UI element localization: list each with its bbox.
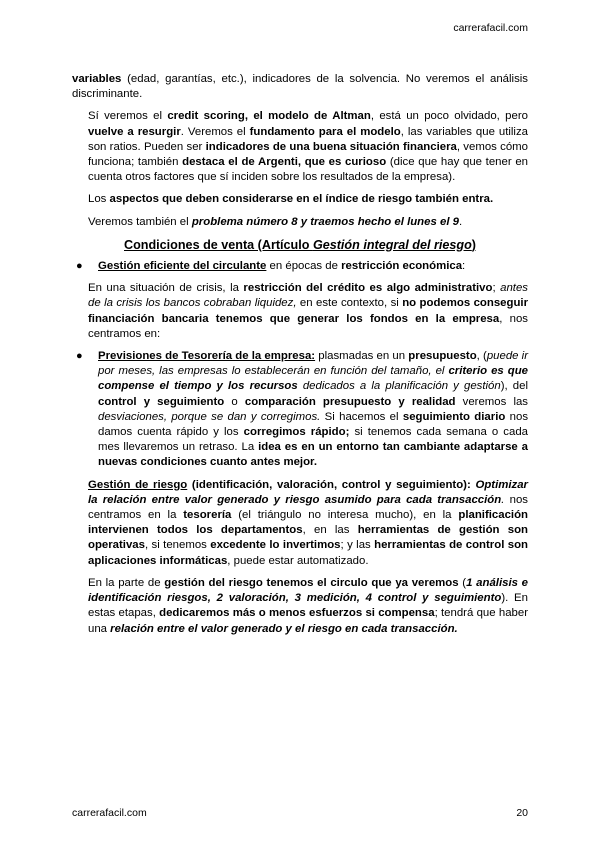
paragraph-problem: Veremos también el problema número 8 y traemos hecho el lunes el 9. <box>88 215 463 228</box>
bullet-item-tesoreria <box>72 349 528 471</box>
bullet-icon: ● <box>76 260 83 273</box>
page-number: 20 <box>516 807 528 819</box>
paragraph-credit-scoring: Sí veremos el credit scoring, el modelo de Altman, está un poco olvidado, pero vuelve a resurgir. Veremos el fundamento para el modelo, las variables que utiliza son ratios. Pueden ser indicadores de una buena situación financiera, vemos cómo funciona; también destaca el de Argenti, que es curioso (dice que hay que tener en cuenta otros factores que sí inciden sobre los resultados de la empresa). <box>88 110 528 184</box>
paragraph-risk-index: Los aspectos que deben considerarse en el índice de riesgo también entra. <box>88 193 494 206</box>
bullet-text: Previsiones de Tesorería de la empresa: plasmadas en un presupuesto, (puede ir por meses, las empresas lo establecerán en función del tamaño, el criterio es que compense el tiempo y los recursos dedicados a la planificación y gestión), del control y seguimiento o comparación presupuesto y realidad veremos las desviaciones, porque se dan y corregimos. Si hacemos el seguimiento diario nos damos cuenta rápido y los corregimos rápido; si tenemos cada semana o cada mes llevaremos un retraso. La idea es en un entorno tan cambiante adaptarse a nuevas condiciones cuanto antes mejor. <box>98 350 529 469</box>
paragraph-gestion-riesgo: Gestión de riesgo (identificación, valoración, control y seguimiento): Optimizar la relación entre valor generado y riesgo asumido para cada transacción. nos centramos en la tesorería (el triángulo no interesa mucho), en la planificación intervienen todos los departamentos, en las herramientas de gestión son operativas, si tenemos excedente lo invertimos; y las herramientas de control son aplicaciones informáticas, puede estar automatizado. <box>88 478 529 567</box>
footer <box>72 806 528 821</box>
bullet-item-circulante <box>72 259 528 274</box>
section-heading: Condiciones de venta (Artículo Gestión integral del riesgo) <box>124 237 476 252</box>
footer-site: carrerafacil.com <box>72 807 147 819</box>
document-body <box>72 72 528 644</box>
paragraph-circulo-riesgo: En la parte de gestión del riesgo tenemos el circulo que ya veremos (1 análisis e identificación riesgos, 2 valoración, 3 medición, 4 control y seguimiento). En estas etapas, dedicaremos más o menos esfuerzos si compensa; tendrá que haber una relación entre el valor generado y el riesgo en cada transacción. <box>88 576 528 635</box>
paragraph-variables: variables (edad, garantías, etc.), indicadores de la solvencia. No veremos el análisis discriminante. <box>72 73 528 101</box>
paragraph-crisis: En una situación de crisis, la restricción del crédito es algo administrativo; antes de la crisis los bancos cobraban liquidez, en este contexto, si no podemos conseguir financiación bancaria tenemos que generar los fondos en la empresa, nos centramos en: <box>88 282 528 340</box>
bullet-icon: ● <box>76 350 83 363</box>
bullet-text: Gestión eficiente del circulante en épocas de restricción económica: <box>98 260 466 273</box>
header-site: carrerafacil.com <box>453 22 528 34</box>
